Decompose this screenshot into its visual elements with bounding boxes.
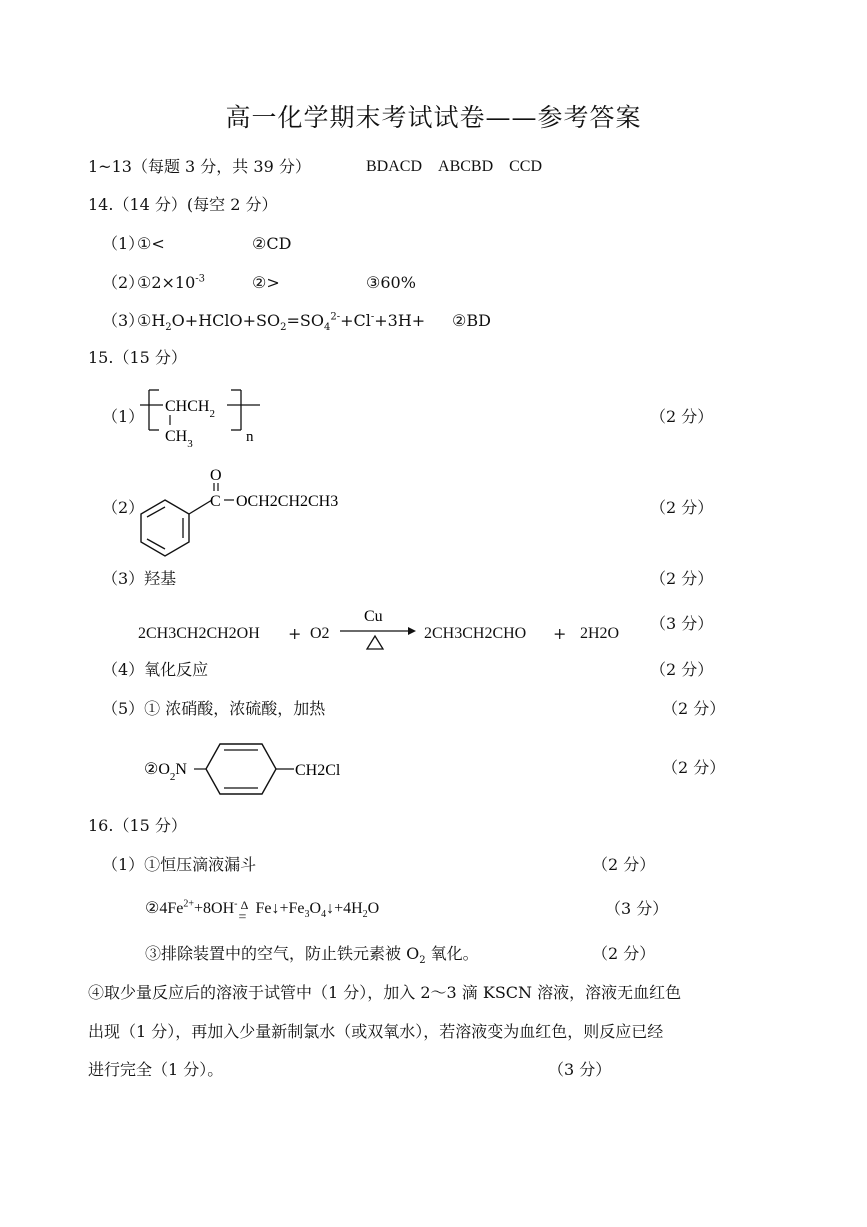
q14-p2-a-base: ①2×10	[137, 273, 196, 292]
q16-p4-line1: ④取少量反应后的溶液于试管中（1 分），加入 2～3 滴 KSCN 溶液，溶液无血红色	[88, 983, 682, 1002]
q14-p3-b: ②BD	[452, 311, 491, 330]
q15-p4-points: （2 分）	[650, 660, 714, 679]
ch-chch2-text: CHCH	[165, 398, 210, 415]
q15-p2-label: （2）	[102, 498, 145, 517]
q16-p2-t4: -	[234, 898, 238, 910]
ch2cl-group: CH2Cl	[295, 762, 341, 779]
q16-p1-text: （1）①恒压滴液漏斗	[102, 855, 257, 874]
q14-p3-a-t5: =SO	[286, 311, 324, 330]
q16-p2-t2: 2+	[183, 898, 194, 910]
q15-p3-label: （3）羟基	[102, 569, 177, 588]
q14-p3-a-t10: +3H+	[374, 311, 426, 330]
q16-p2-t5: Fe↓+Fe	[251, 900, 305, 917]
q14-p2-label: （2）	[102, 273, 145, 292]
q14-p1-b: ②CD	[252, 234, 292, 253]
q14-p1-a: ①<	[137, 234, 165, 253]
q15-p3-points: （2 分）	[650, 569, 714, 588]
polypropylene-structure	[135, 385, 265, 455]
q14-p3-a-t6: 4	[323, 322, 331, 334]
q14-p3-a-t1: ①H	[137, 311, 166, 330]
q15-header: 15.（15 分）	[88, 348, 187, 367]
q15-p5-label: （5）① 浓硝酸，浓硫酸，加热	[102, 699, 326, 718]
q14-p3-a-t8: +Cl	[340, 311, 371, 330]
ester-group: OCH2CH2CH3	[236, 493, 339, 510]
catalyst-cu: Cu	[364, 608, 383, 625]
q15-p1-points: （2 分）	[650, 407, 714, 426]
q14-p3-label: （3）	[102, 311, 145, 330]
q16-p2-t6: 3	[304, 909, 310, 921]
q16-p2-t8: 4	[321, 909, 327, 921]
marker-o: ②O	[144, 761, 170, 778]
svg-text:CHCH2	[165, 398, 215, 420]
marker-n: N	[175, 761, 187, 778]
q14-p2-b: ②>	[252, 273, 280, 292]
repeat-n: n	[246, 429, 254, 445]
marker-subscript: 2	[169, 771, 176, 783]
heat-delta: Δ	[240, 898, 249, 912]
eq-water: 2H2O	[580, 625, 620, 642]
q16-p4-points: （3 分）	[548, 1060, 612, 1079]
q15-p5b-points: （2 分）	[662, 758, 726, 777]
q16-p1-points: （2 分）	[592, 855, 656, 874]
reaction-arrow	[338, 602, 418, 654]
ch2-subscript: 2	[209, 408, 215, 420]
eq-rhs: 2CH3CH2CHO	[424, 625, 527, 642]
q16-p4-line3: 进行完全（1 分）。	[88, 1060, 224, 1079]
q14-p1-label: （1）	[102, 234, 145, 253]
q16-p3-text	[145, 944, 479, 967]
mc-answers: BDACD ABCBD CCD	[366, 158, 543, 175]
q14-p3-a-t4: 2	[280, 322, 287, 334]
q16-p2-t7: O	[309, 900, 322, 917]
nitrobenzyl-chloride-structure	[144, 736, 364, 800]
eq-points: （3 分）	[650, 614, 714, 633]
q16-p3-post: 氧化。	[425, 944, 479, 963]
q15-p1-label: （1）	[102, 407, 145, 426]
q16-p2-t10: 2	[362, 909, 368, 921]
eq-plus1: +	[288, 624, 302, 643]
q15-p2-points: （2 分）	[650, 498, 714, 517]
eq-plus2: +	[553, 624, 567, 643]
q16-p3-points: （2 分）	[592, 944, 656, 963]
q14-p2-a	[137, 275, 205, 291]
q14-p3-a-t9: -	[370, 311, 375, 323]
q16-p2-t9: ↓+4H	[326, 900, 363, 917]
q16-header: 16.（15 分）	[88, 816, 187, 835]
q16-p3-pre: ③排除装置中的空气，防止铁元素被 O	[145, 944, 420, 963]
q15-p5-points: （2 分）	[662, 699, 726, 718]
ch3-text: CH	[165, 428, 188, 445]
mc-range: 1~13（每题 3 分，共 39 分）	[88, 157, 311, 176]
eq-lhs: 2CH3CH2CH2OH	[138, 625, 260, 642]
q14-p3-a-t2: 2	[165, 322, 172, 334]
page-title: 高一化学期末考试试卷——参考答案	[225, 103, 642, 132]
q14-p2-c: ③60%	[366, 273, 416, 292]
svg-text:②O2N	[144, 761, 187, 783]
heat-condition	[237, 898, 251, 925]
heat-triangle-icon	[367, 636, 383, 649]
q14-p2-a-exp: -3	[195, 273, 206, 285]
q16-p3-sub: 2	[419, 955, 426, 967]
q14-p3-a-t7: 2-	[330, 311, 341, 323]
carbonyl-o: O	[210, 467, 222, 484]
propyl-benzoate-structure	[138, 460, 348, 560]
q14-p3-a	[137, 311, 426, 334]
q16-p2-points: （3 分）	[605, 899, 669, 918]
q16-p2-t1: ②4Fe	[145, 900, 184, 917]
q16-p2-equation	[145, 898, 380, 925]
svg-text:CH3	[165, 428, 193, 450]
q16-p4-line2: 出现（1 分），再加入少量新制氯水（或双氧水），若溶液变为血红色，则反应已经	[88, 1022, 664, 1041]
q15-p4-label: （4）氧化反应	[102, 660, 209, 679]
q16-p2-t11: O	[367, 900, 380, 917]
equals-sign: =	[238, 910, 247, 925]
eq-o2: O2	[310, 625, 330, 642]
q14-header: 14.（14 分）(每空 2 分）	[88, 195, 278, 214]
ch3-subscript: 3	[187, 438, 193, 450]
q16-p2-t3: +8OH	[193, 900, 235, 917]
q14-p3-a-t3: O+HClO+SO	[171, 311, 281, 330]
carbonyl-c: C	[210, 493, 221, 510]
